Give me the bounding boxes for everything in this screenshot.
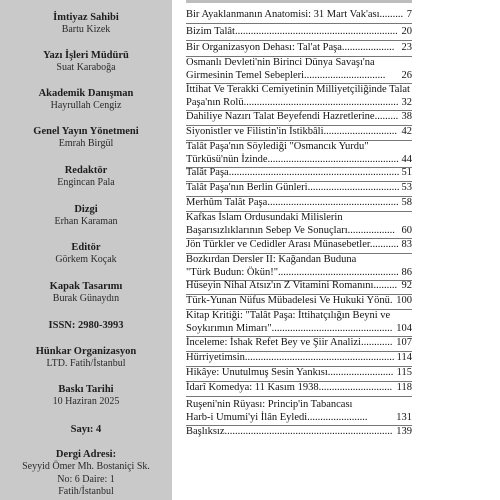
masthead-academic-advisor <box>0 88 172 112</box>
toc-entry[interactable] <box>186 239 412 252</box>
toc-title: Talât Paşa'nın Söylediği "Osmancık Yurdu" <box>186 141 369 152</box>
masthead-label: Editör <box>71 242 101 253</box>
masthead-label: Redaktör <box>64 165 108 176</box>
toc-entry[interactable] <box>186 337 412 350</box>
toc-title: Bir Ayaklanmanın Anatomisi: 31 Mart Vak'ası <box>186 9 380 20</box>
toc-entry[interactable] <box>186 167 412 180</box>
toc-title: İdarî Komedya: 11 Kasım 1938 <box>186 382 319 393</box>
toc-leader: ......... <box>379 9 404 20</box>
masthead-label: Dergi Adresi: <box>55 449 117 460</box>
toc-title: Dahiliye Nazırı Talat Beyefendi Hazretlerine <box>186 111 375 122</box>
toc-page-number: 42 <box>401 126 412 137</box>
toc-page-number: 44 <box>401 153 412 165</box>
toc-leader: ............................... <box>304 69 386 81</box>
toc-page-number: 53 <box>401 182 412 193</box>
toc-leader: ................................................................. <box>228 167 400 178</box>
masthead-editor-in-chief <box>0 50 172 74</box>
toc-page-number: 7 <box>406 9 412 20</box>
masthead-label: Dizgi <box>74 204 98 215</box>
masthead-label: Yazı İşleri Müdürü <box>43 50 129 61</box>
toc-title: Talât Paşa <box>186 167 229 178</box>
divider <box>186 23 412 24</box>
toc-entry[interactable] <box>186 212 412 237</box>
toc-title-continued: Türküsü'nün İzinde <box>186 153 268 165</box>
masthead-value: Burak Günaydın <box>52 293 120 304</box>
toc-title: Merhûm Talât Paşa <box>186 197 268 208</box>
toc-title: Talât Paşa'nın Berlin Günleri <box>186 182 308 193</box>
toc-page-number: 38 <box>401 111 412 122</box>
toc-leader: ................................... <box>307 182 400 193</box>
masthead-issn <box>0 320 172 332</box>
toc-leader: ............................ <box>318 382 393 393</box>
masthead-label: İmtiyaz Sahibi <box>53 12 119 23</box>
toc-title-continued: "Türk Budun: Ökün!" <box>186 266 278 278</box>
masthead-label: Kapak Tasarımı <box>49 281 123 292</box>
toc-title-continued: Paşa'nın Rolü <box>186 96 244 108</box>
toc-leader: ......... <box>374 111 399 122</box>
toc-title: Siyonistler ve Filistin'in İstikbâli <box>186 126 324 137</box>
toc-entry[interactable] <box>186 9 412 22</box>
toc-leader: ........... <box>369 239 399 250</box>
toc-title: Kafkas İslam Ordusundaki Milislerin <box>186 212 343 223</box>
divider <box>186 40 412 41</box>
divider <box>186 396 412 397</box>
toc-leader: .................................................. <box>267 197 399 208</box>
masthead-value: Bartu Kizek <box>61 24 111 35</box>
toc-page-number: 131 <box>396 411 412 423</box>
toc-page-number: 100 <box>396 295 412 306</box>
toc-page-number: 60 <box>401 224 412 236</box>
toc-page-number: 118 <box>396 382 412 393</box>
masthead-label: ISSN: 2980-3993 <box>48 320 124 331</box>
toc-leader: ................................................................ <box>224 426 393 437</box>
toc-entry[interactable] <box>186 182 412 195</box>
toc-title: Hikâye: Unutulmuş Sesin Yankısı <box>186 367 328 378</box>
toc-title-continued: Harb-i Umumi'yi İlân Eyledi <box>186 411 308 423</box>
toc-page-number: 23 <box>401 42 412 53</box>
address-line: Seyyid Ömer Mh. Bostaniçi Sk. <box>22 461 150 472</box>
toc-title: Bizim Talât <box>186 26 235 37</box>
toc-entry[interactable] <box>186 367 412 380</box>
toc-leader: .................... <box>341 42 395 53</box>
masthead-value: Engincan Pala <box>57 177 115 188</box>
toc-page-number: 114 <box>396 352 412 363</box>
toc-entry[interactable] <box>186 197 412 210</box>
masthead-value: Hayrullah Cengiz <box>50 100 122 111</box>
toc-title: Başlıksız <box>186 426 225 437</box>
toc-page-number: 115 <box>396 367 412 378</box>
masthead-value: Emrah Birgül <box>58 138 114 149</box>
toc-entry[interactable] <box>186 426 412 439</box>
toc-page-number: 86 <box>401 266 412 278</box>
toc-page-number: 92 <box>401 280 412 291</box>
toc-page-number: 104 <box>396 322 412 334</box>
masthead-label: Baskı Tarihi <box>58 384 114 395</box>
masthead-redactor <box>0 165 172 189</box>
toc-entry[interactable] <box>186 280 412 293</box>
masthead-label: Genel Yayın Yönetmeni <box>33 126 139 137</box>
masthead-label: Hünkar Organizasyon <box>35 346 137 357</box>
toc-title: Osmanlı Devleti'nin Birinci Dünya Savaşı'na <box>186 57 375 68</box>
toc-leader: .................................................. <box>267 153 399 165</box>
toc-title-continued: Soykırımın Mimarı" <box>186 322 272 334</box>
toc-entry[interactable] <box>186 26 412 39</box>
toc-entry[interactable] <box>186 382 412 395</box>
masthead-value: Suat Karaboğa <box>56 62 116 73</box>
toc-entry[interactable] <box>186 84 412 109</box>
masthead-value: Erhan Karaman <box>54 216 118 227</box>
toc-entry[interactable] <box>186 141 412 166</box>
toc-leader: . <box>389 295 393 306</box>
toc-title: Hürriyetimsin <box>186 352 245 363</box>
toc-entry[interactable] <box>186 399 412 424</box>
toc-page-number: 107 <box>396 337 412 348</box>
toc-title-continued: Girmesinin Temel Sebepleri <box>186 69 305 81</box>
toc-entry[interactable] <box>186 57 412 82</box>
masthead-value: 10 Haziran 2025 <box>52 396 120 407</box>
toc-leader: ............ <box>360 337 393 348</box>
toc-leader: ........................................................... <box>243 96 399 108</box>
toc-title: Kitap Kritiği: "Talât Paşa: İttihatçılığın Beyni ve <box>186 310 391 321</box>
masthead-print-date <box>0 384 172 408</box>
toc-entry[interactable] <box>186 295 412 308</box>
toc-page-number: 20 <box>401 26 412 37</box>
toc-title: Bozkırdan Dersler II: Kağandan Buduna <box>186 254 357 265</box>
masthead-label: Akademik Danışman <box>38 88 134 99</box>
toc-leader: ............................ <box>323 126 398 137</box>
toc-leader: ......... <box>373 280 398 291</box>
masthead-owner <box>0 12 172 36</box>
toc-title: İttihat Ve Terakki Cemiyetinin Milliyetçiliğinde Talat <box>186 84 410 95</box>
toc-page-number: 83 <box>401 239 412 250</box>
toc-entry[interactable] <box>186 254 412 279</box>
toc-title: Türk-Yunan Nüfus Mübadelesi Ve Hukuki Yönü <box>186 295 390 306</box>
toc-page-number: 51 <box>401 167 412 178</box>
toc-leader: .................. <box>347 224 395 236</box>
masthead-issue-number <box>0 424 172 436</box>
masthead-panel <box>0 0 172 500</box>
toc-entry[interactable] <box>186 310 412 335</box>
masthead-value: LTD. Fatih/İstanbul <box>46 358 126 369</box>
toc-page-number: 58 <box>401 197 412 208</box>
masthead-editor <box>0 242 172 266</box>
toc-title: Bir Organizasyon Dehası: Tal'at Paşa <box>186 42 342 53</box>
toc-entry[interactable] <box>186 111 412 124</box>
masthead-cover-design <box>0 281 172 305</box>
toc-leader: ......................... <box>327 367 394 378</box>
toc-title: İnceleme: İshak Refet Bey ve Şiir Analizi <box>186 337 361 348</box>
masthead-address <box>0 449 172 499</box>
toc-title-continued: Başarısızlıklarının Sebep Ve Sonuçları <box>186 224 348 236</box>
toc-page-number: 139 <box>396 426 412 437</box>
toc-entry[interactable] <box>186 42 412 55</box>
toc-page-number: 32 <box>401 96 412 108</box>
address-line: No: 6 Daire: 1 <box>57 473 115 485</box>
toc-entry[interactable] <box>186 126 412 139</box>
toc-title: Hüseyin Nihal Atsız'ın Z Vitamini Romanını <box>186 280 374 291</box>
masthead-publishing-director <box>0 126 172 150</box>
toc-leader: .............................................. <box>277 266 399 278</box>
address-line: Fatih/İstanbul <box>58 486 114 497</box>
toc-title: Ruşeni'nin Rüyası: Princip'in Tabancası <box>186 399 353 410</box>
toc-leader: .............................................. <box>271 322 393 334</box>
toc-leader: ......................................................... <box>244 352 395 363</box>
masthead-organization <box>0 346 172 370</box>
masthead-label: Sayı: 4 <box>70 424 102 435</box>
masthead-typesetting <box>0 204 172 228</box>
toc-leader: ....................... <box>307 411 368 423</box>
masthead-value: Görkem Koçak <box>55 254 117 265</box>
toc-page-number: 26 <box>401 69 412 81</box>
toc-entry[interactable] <box>186 352 412 365</box>
toc-leader: .............................................................. <box>234 26 398 37</box>
table-of-contents <box>186 0 486 500</box>
toc-title: Jön Türkler ve Cedidler Arası Münasebetler <box>186 239 370 250</box>
